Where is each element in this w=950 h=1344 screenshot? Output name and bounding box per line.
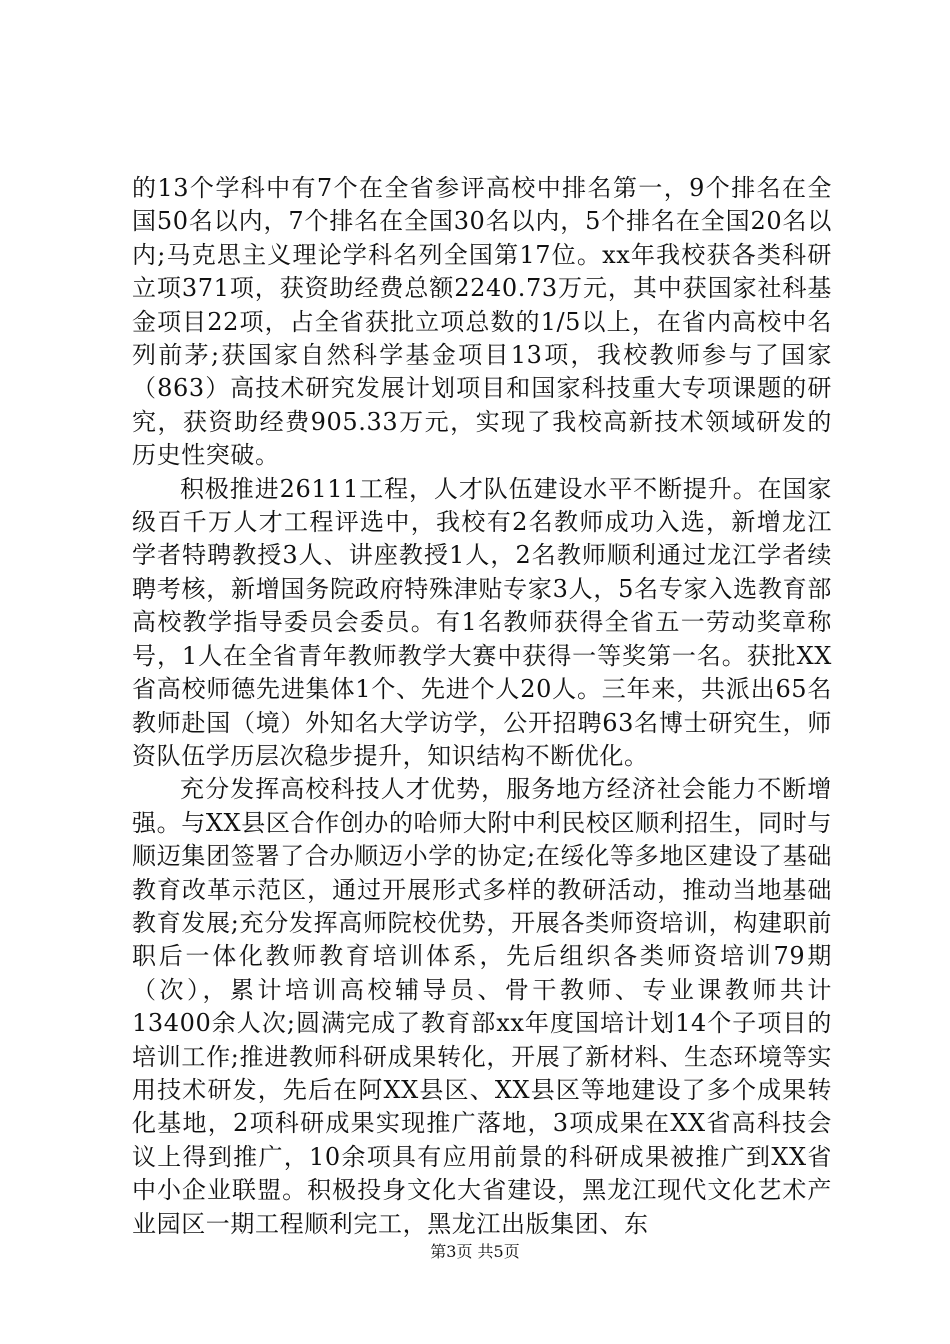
paragraph-talent-team: 积极推进26111工程，人才队伍建设水平不断提升。在国家级百千万人才工程评选中，我校有2名教师成功入选，新增龙江学者特聘教授3人、讲座教授1人，2名教师顺利通过龙江学者续聘考核，新增国务院政府特殊津贴专家3人，5名专家入选教育部高校教学指导委员会委员。有1名教师获得全省五一劳动奖章称号，1人在全省青年教师教学大赛中获得一等奖第一名。获批XX省高校师德先进集体1个、先进个人20人。三年来，共派出65名教师赴国（境）外知名大学访学，公开招聘63名博士研究生，师资队伍学历层次稳步提升，知识结构不断优化。 [132, 474, 832, 770]
page-number-label: 第3页 共5页 [430, 1242, 520, 1261]
document-body [132, 172, 832, 1241]
page-footer [0, 1242, 950, 1262]
paragraph-local-service: 充分发挥高校科技人才优势，服务地方经济社会能力不断增强。与XX县区合作创办的哈师大附中利民校区顺利招生，同时与顺迈集团签署了合办顺迈小学的协定;在绥化等多地区建设了基础教育改革示范区，通过开展形式多样的教研活动，推动当地基础教育发展;充分发挥高师院校优势，开展各类师资培训，构建职前职后一体化教师教育培训体系，先后组织各类师资培训79期（次），累计培训高校辅导员、骨干教师、专业课教师共计13400余人次;圆满完成了教育部xx年度国培计划14个子项目的培训工作;推进教师科研成果转化，开展了新材料、生态环境等实用技术研发，先后在阿XX县区、XX县区等地建设了多个成果转化基地，2项科研成果实现推广落地，3项成果在XX省高科技会议上得到推广，10余项具有应用前景的科研成果被推广到XX省中小企业联盟。积极投身文化大省建设，黑龙江现代文化艺术产业园区一期工程顺利完工，黑龙江出版集团、东 [132, 775, 832, 1238]
paragraph-research-achievements: 的13个学科中有7个在全省参评高校中排名第一，9个排名在全国50名以内，7个排名在全国30名以内，5个排名在全国20名以内;马克思主义理论学科名列全国第17位。xx年我校获各类科研立项371项，获资助经费总额2240.73万元，其中获国家社科基金项目22项，占全省获批立项总数的1/5以上，在省内高校中名列前茅;获国家自然科学基金项目13项，我校教师参与了国家（863）高技术研究发展计划项目和国家科技重大专项课题的研究，获资助经费905.33万元，实现了我校高新技术领域研发的历史性突破。 [132, 174, 832, 470]
